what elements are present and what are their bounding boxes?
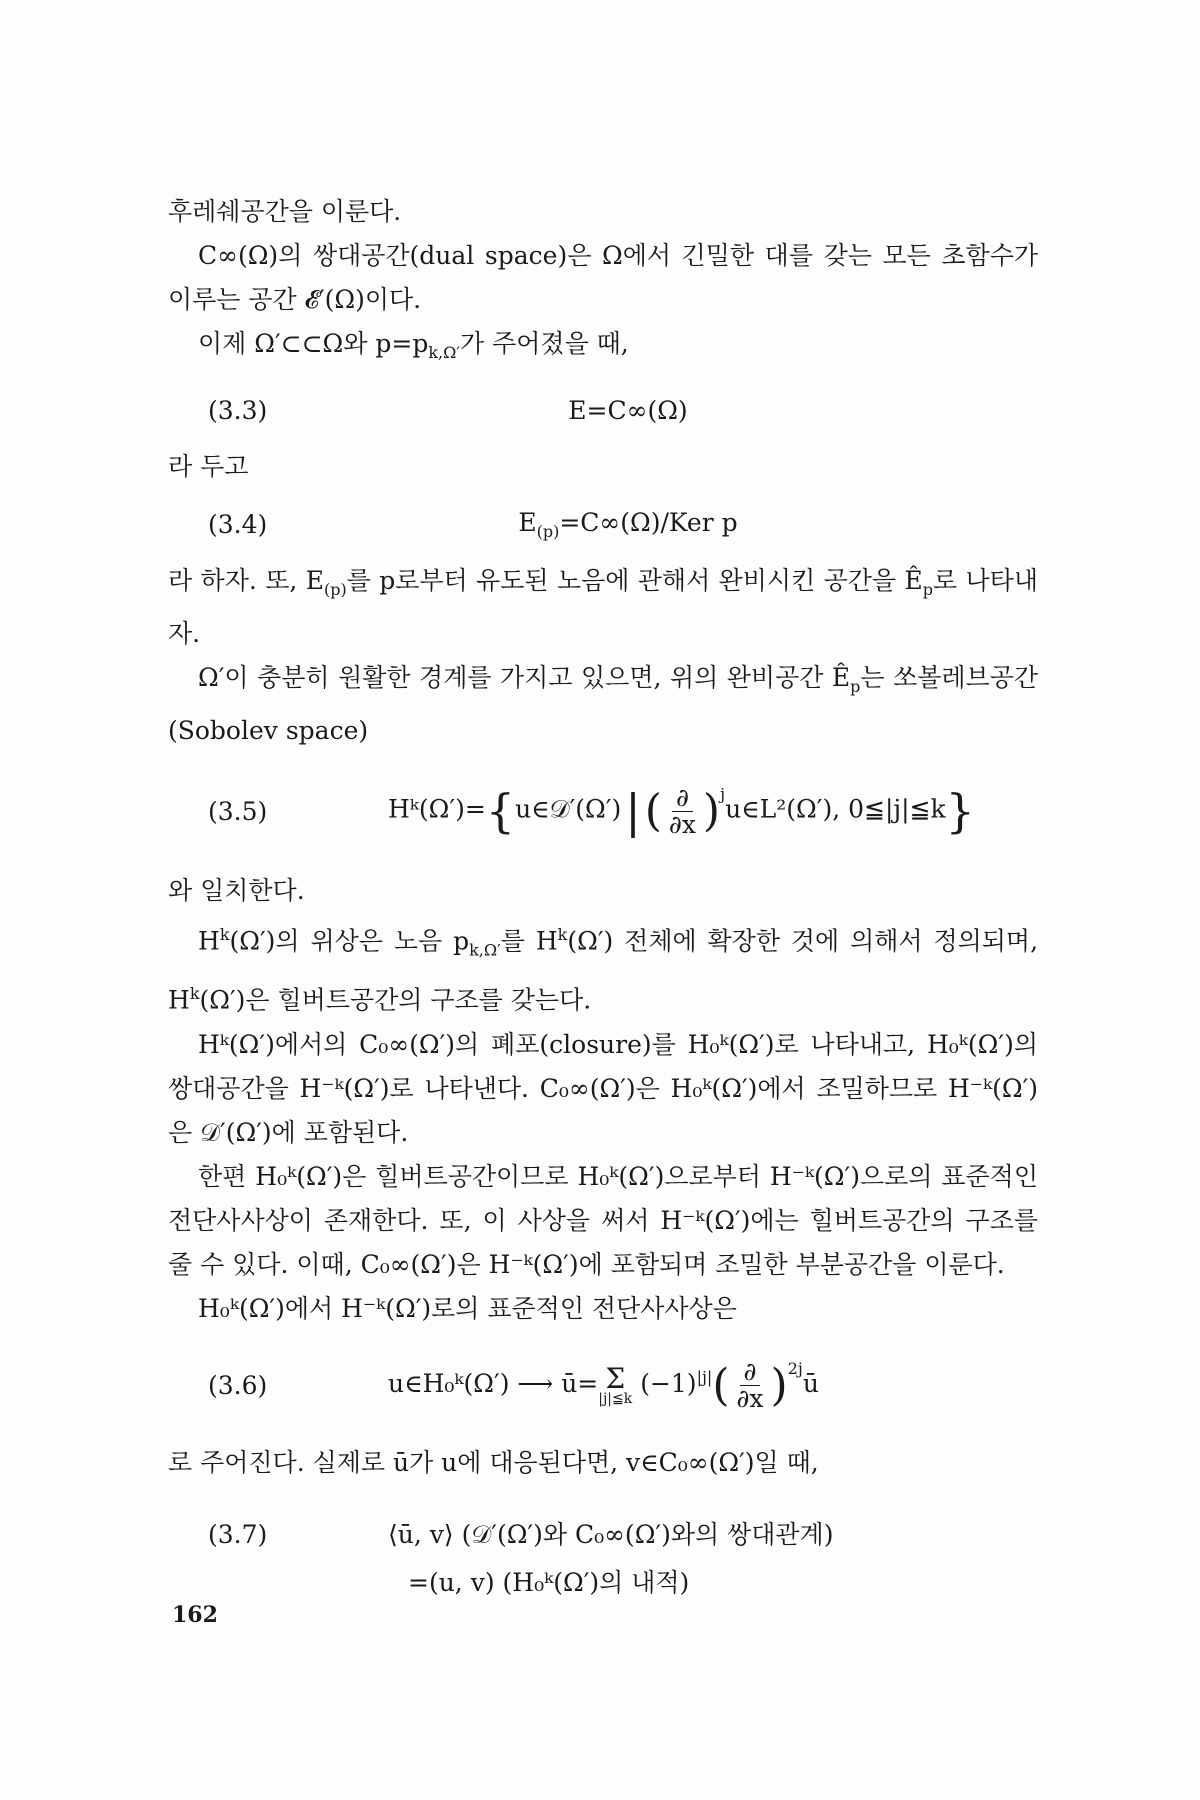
summation: Σ |j|≦k [598, 1361, 633, 1407]
paragraph-11 [168, 1287, 1038, 1331]
equation-number: (3.5) [208, 796, 268, 826]
text-line: H₀ᵏ(Ω′)에서 H⁻ᵏ(Ω′)로의 표준적인 전단사사상은 [198, 1293, 737, 1323]
text-line: H [198, 926, 220, 956]
equation-body [418, 508, 1038, 541]
math-expression: ū [802, 1369, 819, 1399]
text-line: (Ω′)의 위상은 노음 p [229, 926, 470, 956]
fraction: $\frac{\partial}{\partial x}$ [668, 782, 696, 839]
math-symbol: E [518, 507, 537, 537]
page-number: 162 [172, 1602, 218, 1628]
paragraph-9 [168, 1023, 1038, 1155]
equation-number: (3.3) [208, 395, 268, 425]
subscript: p [922, 580, 933, 599]
equation-body: E=C∞(Ω) [568, 395, 688, 425]
equation-line: ⟨ū, v⟩ (𝒟′(Ω′)와 C₀∞(Ω′)와의 쌍대관계) [388, 1519, 834, 1549]
math-expression: Hᵏ(Ω′)= [388, 794, 486, 824]
text-line: Ω′이 충분히 원활한 경계를 가지고 있으면, 위의 완비공간 Ê [198, 663, 851, 692]
text-line: Hᵏ(Ω′)에서의 C₀∞(Ω′)의 폐포(closure)를 H₀ᵏ(Ω′)로 나타내고, H₀ᵏ(Ω′)의 쌍대공간을 H⁻ᵏ(Ω′)로 나타낸다. C₀∞(Ω′)은 H₀ᵏ(Ω′)에서 조밀하므로 H⁻ᵏ(Ω′)은 𝒟′(Ω′)에 포함된다. [168, 1029, 1038, 1147]
text-line: 로 나타내자. [168, 566, 1038, 648]
fraction: $\frac{\partial}{\partial x}$ [736, 1357, 764, 1414]
paragraph-2 [168, 234, 1038, 322]
superscript: k [219, 925, 230, 944]
paragraph-8 [168, 913, 1038, 1023]
text-line: (Ω′) 전체에 확장한 것에 의해서 정의되며, H [168, 926, 1039, 1015]
equation-number: (3.7) [208, 1519, 268, 1549]
math-expression: =C∞(Ω)/Ker p [559, 507, 738, 537]
subscript: (p) [323, 580, 347, 599]
text-line: (Ω′)은 힐버트공간의 구조를 갖는다. [199, 985, 592, 1015]
paragraph-12 [168, 1441, 1038, 1485]
text-line: 라 두고 [168, 452, 249, 481]
equation-3-3 [168, 375, 1038, 445]
superscript: k [557, 925, 568, 944]
equation-3-4 [168, 489, 1038, 559]
paragraph-5 [168, 559, 1038, 656]
paragraph-7 [168, 869, 1038, 913]
text-line: 한편 H₀ᵏ(Ω′)은 힐버트공간이므로 H₀ᵏ(Ω′)으로부터 H⁻ᵏ(Ω′)으로의 표준적인 전단사사상이 존재한다. 또, 이 사상을 써서 H⁻ᵏ(Ω′)에는 힐버트공간의 구조를 줄 수 있다. 이때, C₀∞(Ω′)은 H⁻ᵏ(Ω′)에 포함되며 조밀한 부분공간을 이룬다. [168, 1161, 1038, 1279]
superscript: k [189, 984, 200, 1004]
math-expression: u∈L²(Ω′), 0≦|j|≦k [725, 794, 946, 824]
equation-number: (3.4) [208, 509, 268, 539]
text-line: 는 쏘볼레브공간(Sobolev space) [168, 663, 1039, 745]
subscript: k,Ω′ [469, 940, 501, 960]
paragraph-4 [168, 445, 1038, 489]
subscript: (p) [536, 521, 560, 541]
text-line: 후레쉐공간을 이룬다. [168, 197, 402, 226]
text-line: 와 일치한다. [168, 876, 305, 905]
subscript: k,Ω′ [428, 343, 461, 362]
math-expression: u∈𝒟′(Ω′) [515, 794, 622, 824]
text-column [168, 190, 1038, 1607]
paragraph-1 [168, 190, 1038, 234]
equation-3-6 [168, 1341, 1038, 1431]
subscript: p [850, 677, 861, 696]
paragraph-10 [168, 1155, 1038, 1287]
text-line: 를 p로부터 유도된 노음에 관해서 완비시킨 공간을 Ê [346, 566, 923, 595]
text-line: 가 주어졌을 때, [460, 329, 629, 358]
text-line: 이제 Ω′⊂⊂Ω와 p=p [198, 329, 429, 358]
text-line: 라 하자. 또, E [168, 566, 324, 595]
math-expression: (−1) [640, 1369, 697, 1399]
equation-3-7 [168, 1511, 1038, 1607]
superscript: 2j [787, 1359, 803, 1379]
math-expression: u∈H₀ᵏ(Ω′) ⟶ ū= [388, 1369, 599, 1399]
equation-body: Hᵏ(Ω′)={u∈𝒟′(Ω′)|( $\frac{\partial}{\partial x}$ )$^j$u∈L²(Ω′), 0≦|j|≦k} [388, 782, 975, 839]
text-line: C∞(Ω)의 쌍대공간(dual space)은 Ω에서 긴밀한 대를 갖는 모든 초함수가 이루는 공간 𝓔′(Ω)이다. [168, 241, 1038, 314]
superscript: j [720, 784, 726, 804]
superscript: |j| [696, 1367, 713, 1387]
equation-3-5 [168, 763, 1038, 859]
text-line: 로 주어진다. 실제로 ū가 u에 대응된다면, v∈C₀∞(Ω′)일 때, [168, 1447, 819, 1477]
paragraph-3 [168, 322, 1038, 375]
equation-number: (3.6) [208, 1371, 268, 1401]
text-line: 를 H [500, 926, 558, 956]
equation-line: =(u, v) (H₀ᵏ(Ω′)의 내적) [408, 1567, 690, 1597]
equation-body: u∈H₀ᵏ(Ω′) ⟶ ū= Σ |j|≦k $(-1)^{|j|}$( $\frac{\partial}{\partial x}$ )$^{2j}$ū [388, 1357, 819, 1414]
paragraph-6 [168, 656, 1038, 753]
